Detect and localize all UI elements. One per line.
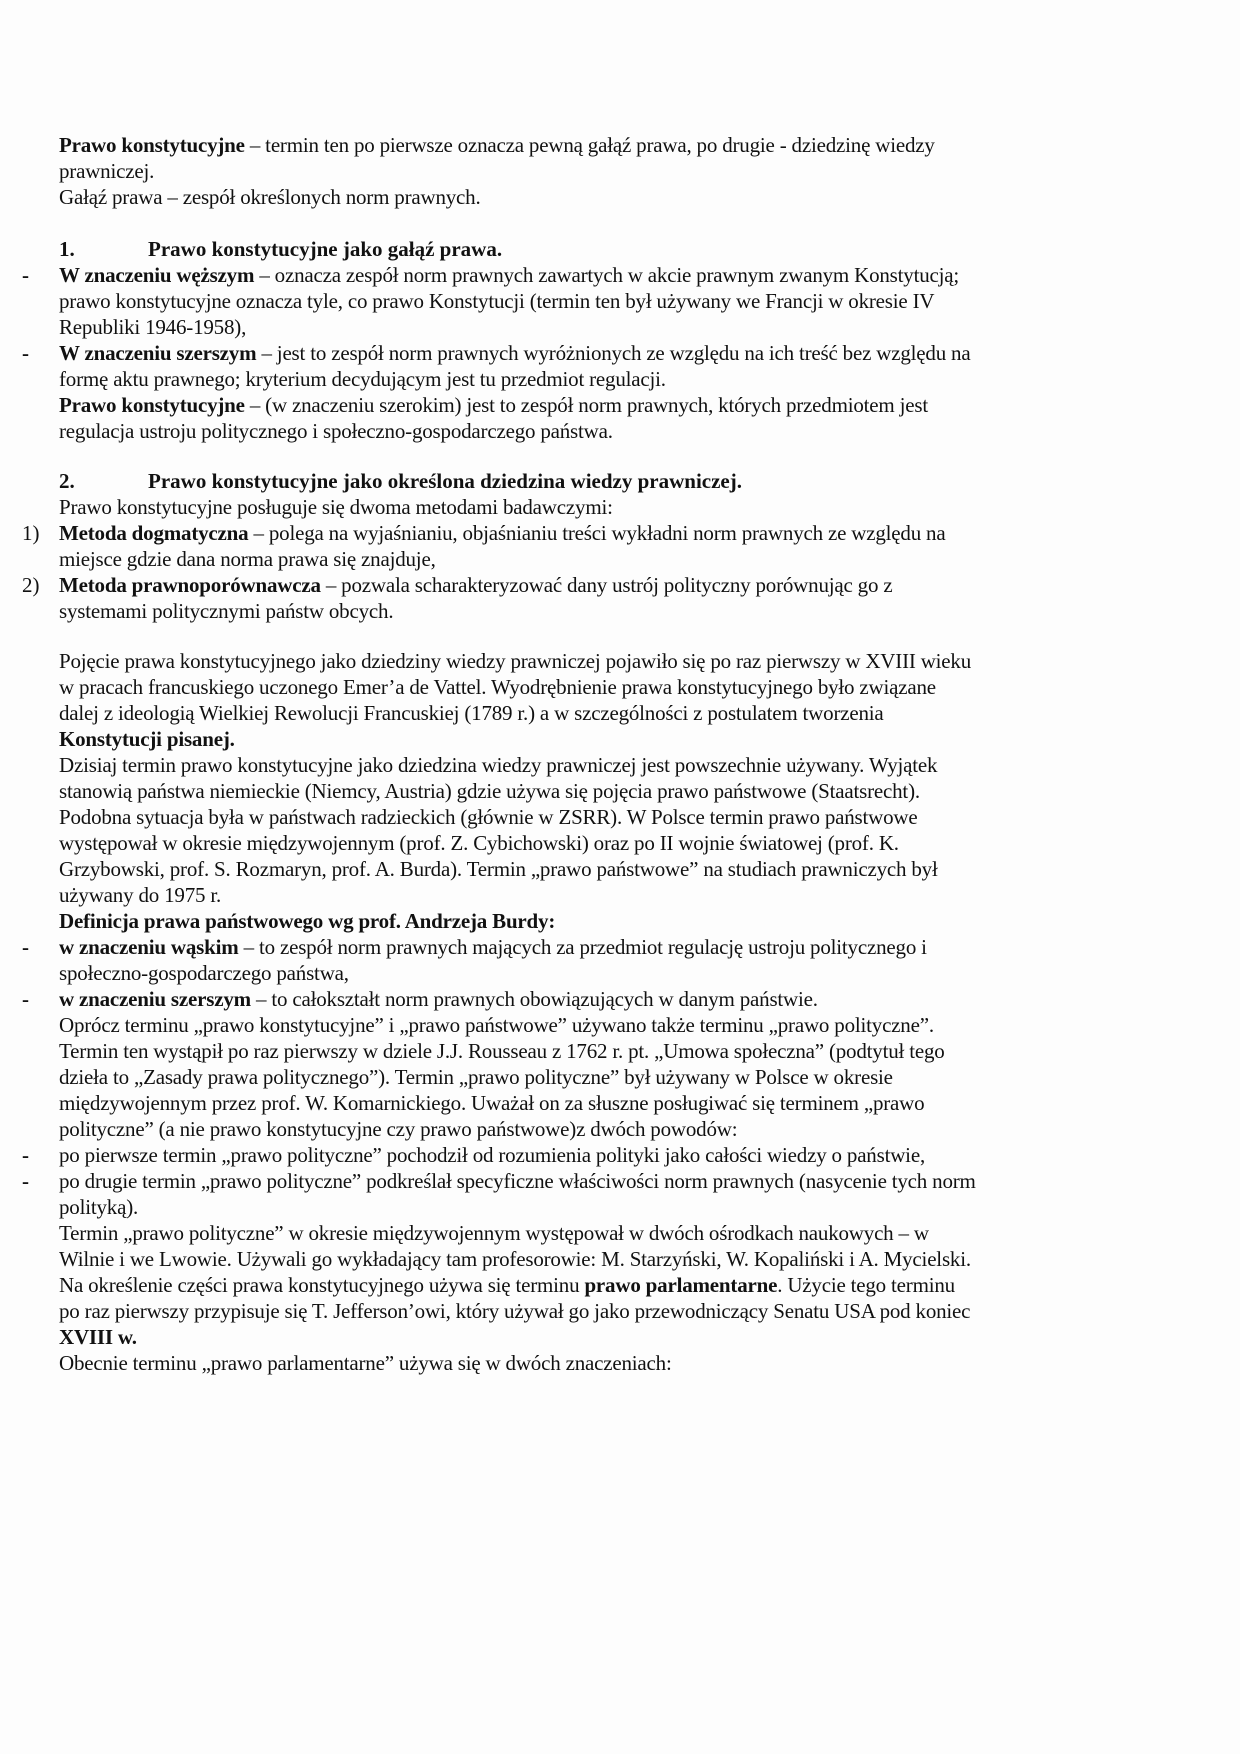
section-2-title: Prawo konstytucyjne jako określona dziedzina wiedzy prawniczej. [148, 469, 742, 493]
political-law-line-1: Oprócz terminu „prawo konstytucyjne” i „prawo państwowe” używano także terminu „prawo polityczne”. [59, 1013, 934, 1037]
broad-meaning-text: – jest to zespół norm prawnych wyróżnionych ze względu na ich treść bez względu na [256, 341, 971, 365]
parliamentary-line-4: Obecnie terminu „prawo parlamentarne” używa się w dwóch znaczeniach: [59, 1351, 672, 1375]
centers-line-2: Wilnie i we Lwowie. Używali go wykładający tam profesorowie: M. Starzyński, W. Kopaliński i A. Mycielski. [59, 1247, 971, 1271]
history-line-1: Pojęcie prawa konstytucyjnego jako dziedziny wiedzy prawniczej pojawiło się po raz pierwszy w XVIII wieku [59, 649, 972, 673]
section-1-number: 1. [59, 237, 75, 261]
today-line-2: stanowią państwa niemieckie (Niemcy, Austria) gdzie używa się pojęcia prawo państwowe (Staatsrecht). [59, 779, 920, 803]
intro-text: – termin ten po pierwsze oznacza pewną gałąź prawa, po drugie - dziedzinę wiedzy [244, 133, 935, 157]
political-law-line-2: Termin ten wystąpił po raz pierwszy w dziele J.J. Rousseau z 1762 r. pt. „Umowa społeczna” (podtytuł tego [59, 1039, 945, 1063]
today-line-3: Podobna sytuacja była w państwach radzieckich (głównie w ZSRR). W Polsce termin prawo państwowe [59, 805, 918, 829]
broad-meaning-term: W znaczeniu szerszym [59, 341, 257, 365]
method-1-line-2: miejsce gdzie dana norma prawa się znajduje, [59, 547, 436, 571]
parliamentary-text-pre: Na określenie części prawa konstytucyjnego używa się terminu [59, 1273, 585, 1297]
today-line-5: Grzybowski, prof. S. Rozmaryn, prof. A. Burda). Termin „prawo państwowe” na studiach prawniczych był [59, 857, 938, 881]
narrow-meaning-line-1 [59, 261, 959, 289]
burda-broad-term: w znaczeniu szerszym [59, 987, 251, 1011]
method-2-line-2: systemami politycznymi państw obcych. [59, 599, 394, 623]
dash-bullet: - [22, 263, 29, 287]
dash-bullet: - [22, 341, 29, 365]
reason-2-line-1: po drugie termin „prawo polityczne” podkreślał specyficzne właściwości norm prawnych (nasycenie tych norm [59, 1169, 976, 1193]
dash-bullet: - [22, 1169, 29, 1193]
broad-meaning-line-2: formę aktu prawnego; kryterium decydującym jest tu przedmiot regulacji. [59, 367, 666, 391]
definition-line-1 [59, 391, 928, 419]
method-1-line-1 [59, 519, 945, 547]
method-1-term: Metoda dogmatyczna [59, 521, 249, 545]
reason-1-line-1: po pierwsze termin „prawo polityczne” pochodził od rozumienia polityki jako całości wiedzy o państwie, [59, 1143, 925, 1167]
history-bold-line: Konstytucji pisanej. [59, 727, 235, 751]
political-law-line-3: dzieła to „Zasady prawa politycznego”). Termin „prawo polityczne” był używany w Polsce w okresie [59, 1065, 893, 1089]
dash-bullet: - [22, 935, 29, 959]
method-1-text: – polega na wyjaśnianiu, objaśnianiu treści wykładni norm prawnych ze względu na [248, 521, 946, 545]
definition-line-2: regulacja ustroju politycznego i społeczno-gospodarczego państwa. [59, 419, 613, 443]
branch-definition: Gałąź prawa – zespół określonych norm prawnych. [59, 185, 481, 209]
method-2-line-1 [59, 571, 892, 599]
method-2-text: – pozwala scharakteryzować dany ustrój polityczny porównując go z [320, 573, 893, 597]
dash-bullet: - [22, 987, 29, 1011]
parliamentary-line-1 [59, 1271, 955, 1299]
intro-term: Prawo konstytucyjne [59, 133, 245, 157]
parliamentary-line-2: po raz pierwszy przypisuje się T. Jefferson’owi, który używał go jako przewodniczący Senatu USA pod koniec [59, 1299, 971, 1323]
political-law-line-4: międzywojennym przez prof. W. Komarnickiego. Uważał on za słuszne posługiwać się terminem „prawo [59, 1091, 925, 1115]
burda-broad-line-1 [59, 985, 818, 1013]
parliamentary-text-post: . Użycie tego terminu [777, 1273, 955, 1297]
section-1-title: Prawo konstytucyjne jako gałąź prawa. [148, 237, 503, 261]
method-2-term: Metoda prawnoporównawcza [59, 573, 321, 597]
history-line-2: w pracach francuskiego uczonego Emer’a de Vattel. Wyodrębnienie prawa konstytucyjnego było związane [59, 675, 936, 699]
burda-narrow-term: w znaczeniu wąskim [59, 935, 239, 959]
intro-line-2: prawniczej. [59, 159, 155, 183]
political-law-line-5: polityczne” (a nie prawo konstytucyjne czy prawo państwowe)z dwóch powodów: [59, 1117, 738, 1141]
narrow-meaning-text: – oznacza zespół norm prawnych zawartych w akcie prawnym zwanym Konstytucją; [254, 263, 960, 287]
burda-narrow-line-2: społeczno-gospodarczego państwa, [59, 961, 349, 985]
burda-narrow-text: – to zespół norm prawnych mających za przedmiot regulację ustroju politycznego i [238, 935, 927, 959]
method-2-marker: 2) [22, 573, 40, 597]
parliamentary-term: prawo parlamentarne [584, 1273, 778, 1297]
methods-lead: Prawo konstytucyjne posługuje się dwoma metodami badawczymi: [59, 495, 613, 519]
reason-2-line-2: polityką). [59, 1195, 139, 1219]
today-line-6: używany do 1975 r. [59, 883, 222, 907]
burda-heading: Definicja prawa państwowego wg prof. Andrzeja Burdy: [59, 909, 556, 933]
dash-bullet: - [22, 1143, 29, 1167]
narrow-meaning-term: W znaczeniu węższym [59, 263, 255, 287]
centers-line-1: Termin „prawo polityczne” w okresie międzywojennym występował w dwóch ośrodkach naukowych – w [59, 1221, 929, 1245]
broad-meaning-line-1 [59, 339, 970, 367]
history-line-3: dalej z ideologią Wielkiej Rewolucji Francuskiej (1789 r.) a w szczególności z postulatem tworzenia [59, 701, 884, 725]
intro-line-1 [59, 131, 935, 159]
narrow-meaning-line-2: prawo konstytucyjne oznacza tyle, co prawo Konstytucji (termin ten był używany we Francji w okresie IV [59, 289, 935, 313]
burda-broad-text: – to całokształt norm prawnych obowiązujących w danym państwie. [250, 987, 818, 1011]
parliamentary-line-3: XVIII w. [59, 1325, 137, 1349]
burda-narrow-line-1 [59, 933, 927, 961]
today-line-4: występował w okresie międzywojennym (prof. Z. Cybichowski) oraz po II wojnie światowej (prof. K. [59, 831, 899, 855]
definition-text: – (w znaczeniu szerokim) jest to zespół norm prawnych, których przedmiotem jest [244, 393, 928, 417]
method-1-marker: 1) [22, 521, 40, 545]
today-line-1: Dzisiaj termin prawo konstytucyjne jako dziedzina wiedzy prawniczej jest powszechnie używany. Wyjątek [59, 753, 938, 777]
narrow-meaning-line-3: Republiki 1946-1958), [59, 315, 247, 339]
definition-term: Prawo konstytucyjne [59, 393, 245, 417]
section-2-number: 2. [59, 469, 75, 493]
